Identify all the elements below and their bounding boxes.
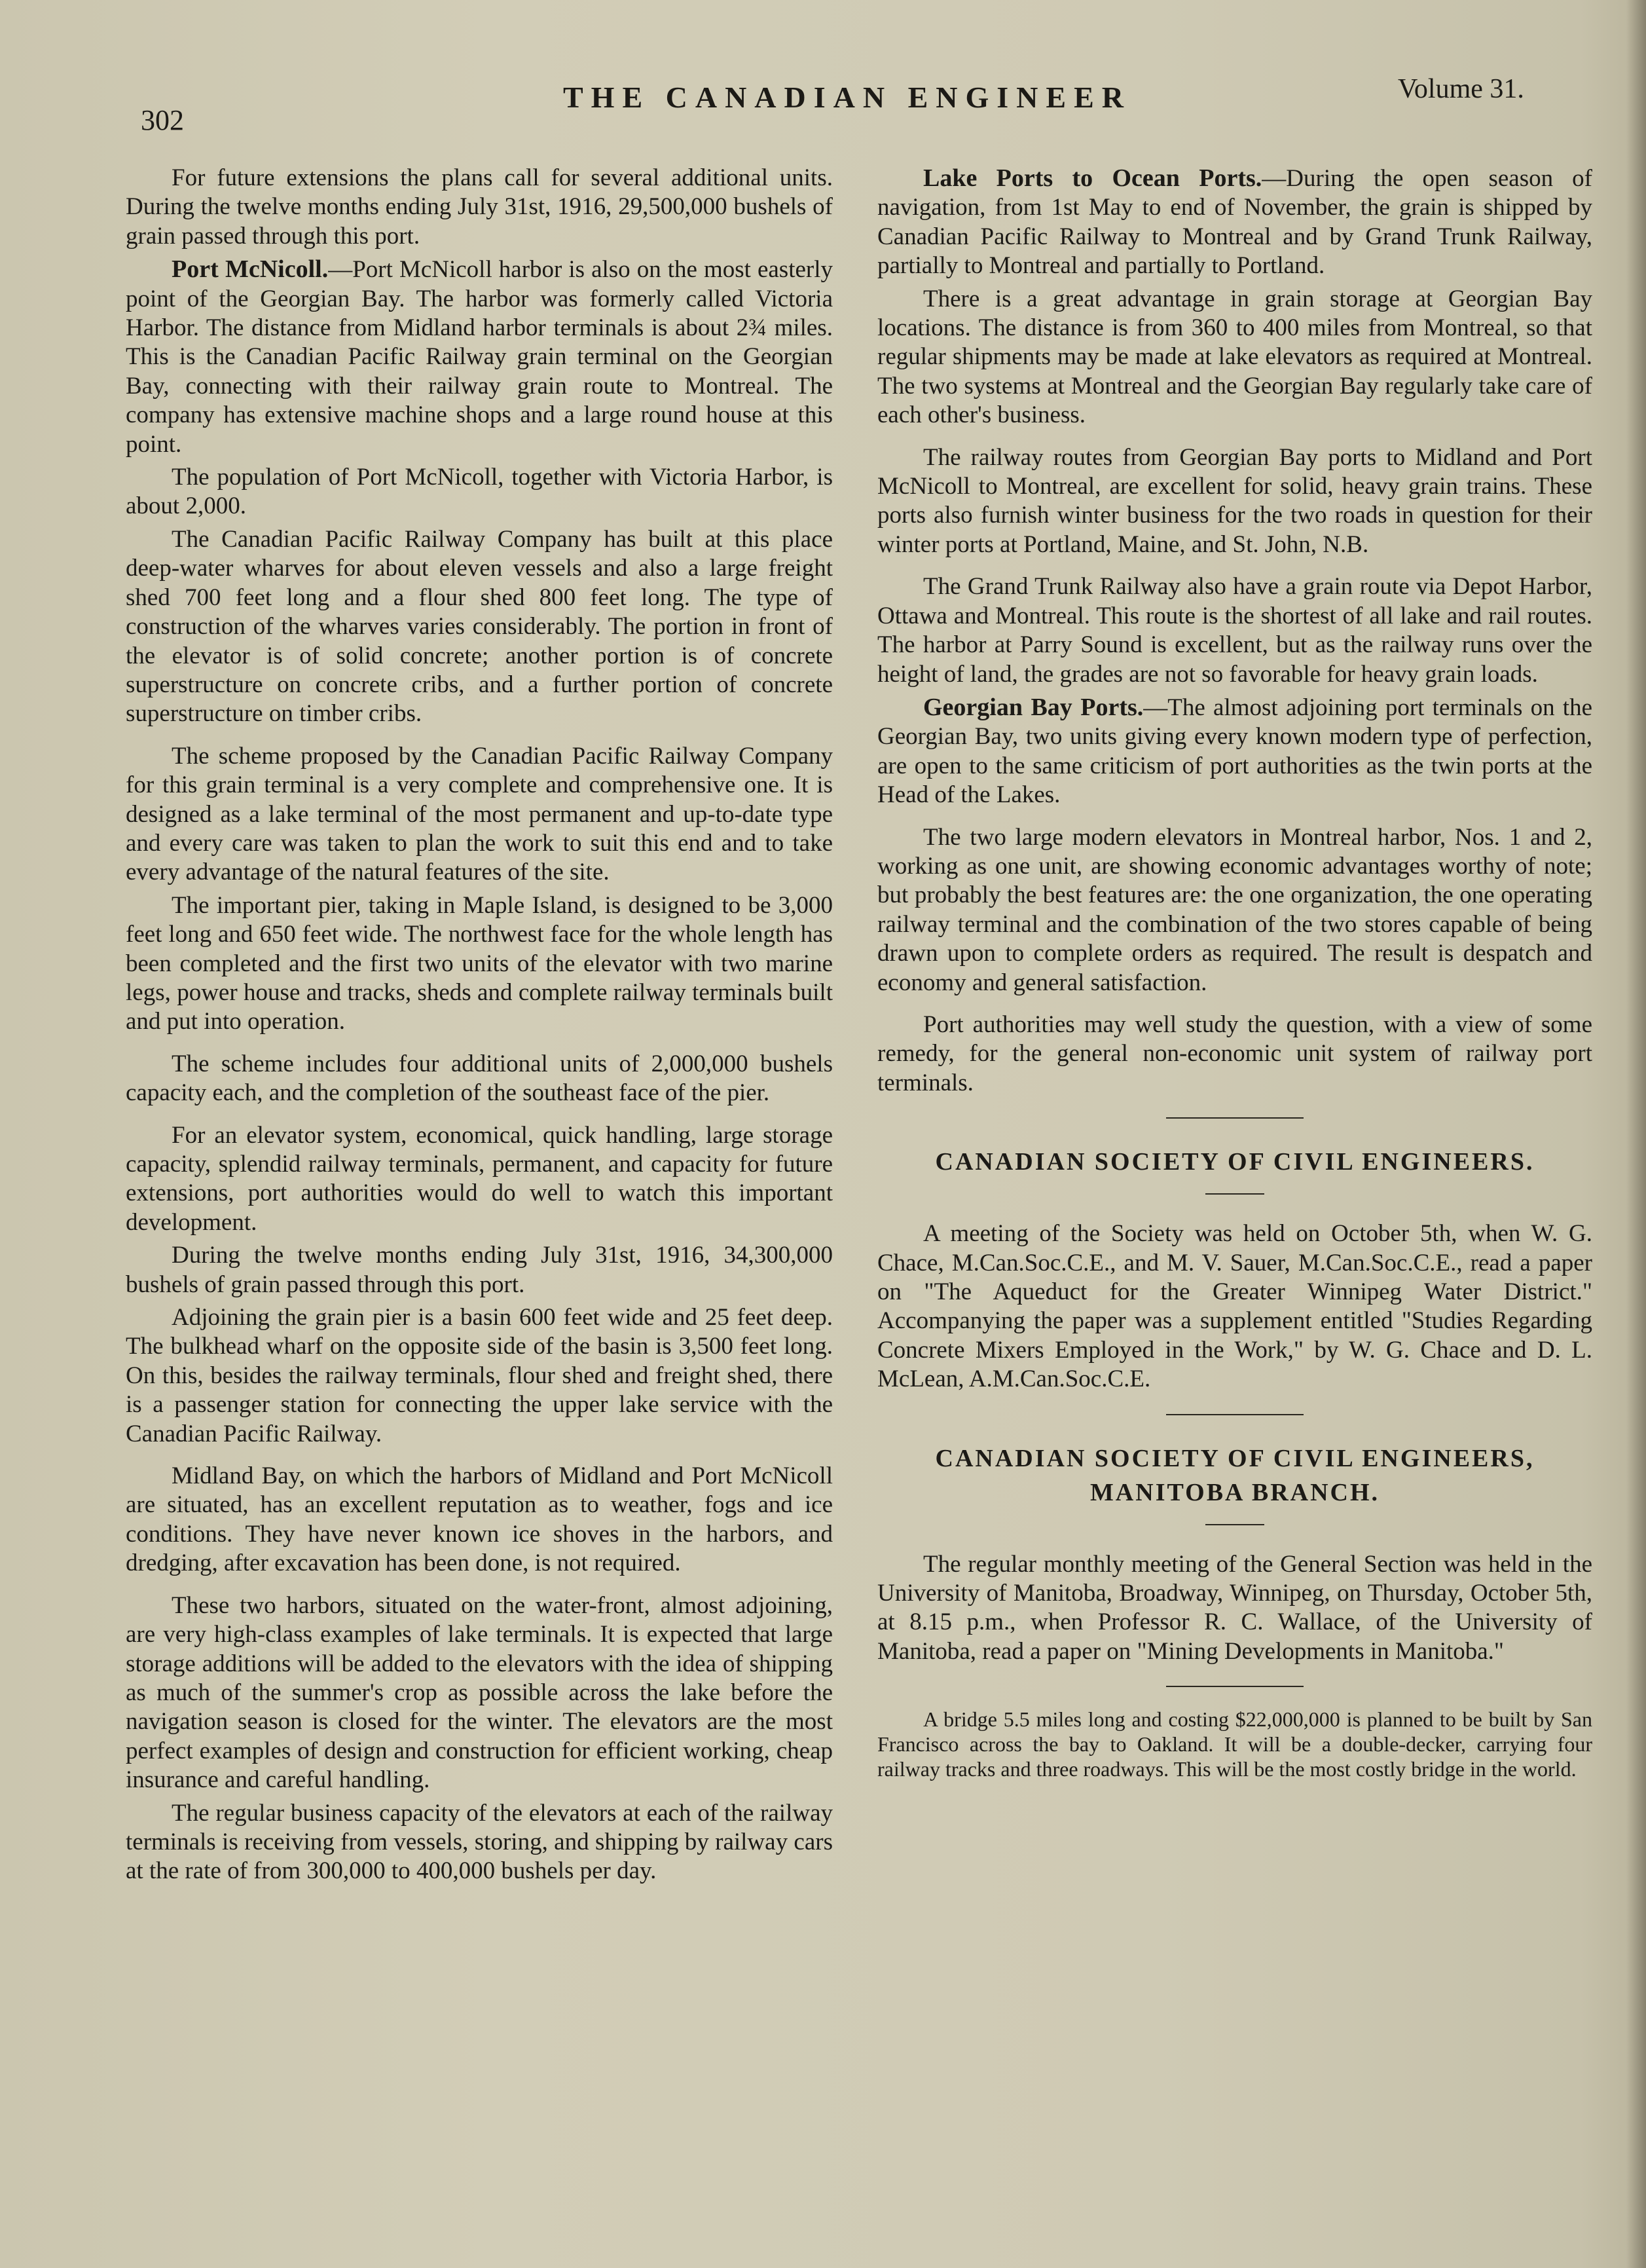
paragraph-text: —During the open season of navigation, from 1st May to end of November, the grain is shipped by Canadian Pacific Railway to Montreal and by Grand Trunk Railway, partially to Montreal and partially to Portland. <box>877 165 1592 280</box>
paragraph: These two harbors, situated on the water-front, almost adjoining, are very high-class examples of lake terminals. It is expected that large storage additions will be added to the elevators with the idea of shipping as much of the summer's crop as possible across the lake before the navigation season is closed for the winter. The elevators are the most perfect examples of design and construction for efficient working, cheap insurance and careful handling. <box>126 1591 833 1794</box>
paragraph: For future extensions the plans call for several additional units. During the twelve months ending July 31st, 1916, 29,500,000 bushels of grain passed through this port. <box>126 164 833 250</box>
paragraph-lead: Port McNicoll. <box>172 255 329 284</box>
paragraph: Port authorities may well study the question, with a view of some remedy, for the general non-economic unit system of railway port terminals. <box>877 1011 1592 1096</box>
paragraph-georgian-bay <box>877 693 1592 810</box>
paragraph-port-mcnicoll <box>126 255 833 459</box>
paragraph-text: —Port McNicoll harbor is also on the most easterly point of the Georgian Bay. The harbor was formerly called Victoria Harbor. The distance from Midland harbor terminals is about 2¾ miles. This is the Canadian Pacific Railway grain terminal on the Georgian Bay, connecting with their railway grain route to Montreal. The company has extensive machine shops and a large round house at this point. <box>126 256 833 458</box>
left-column <box>126 164 833 1890</box>
section-divider <box>1166 1414 1304 1415</box>
heading-underline <box>1205 1524 1264 1525</box>
paragraph: The important pier, taking in Maple Island, is designed to be 3,000 feet long and 650 feet wide. The northwest face for the whole length has been completed and the first two units of the elevator with two marine legs, power house and tracks, sheds and complete railway terminals built and put into operation. <box>126 891 833 1035</box>
section-divider <box>1166 1686 1304 1687</box>
paragraph-lake-ports <box>877 164 1592 281</box>
paragraph: The population of Port McNicoll, together with Victoria Harbor, is about 2,000. <box>126 464 833 520</box>
paragraph: The regular business capacity of the elevators at each of the railway terminals is receiving from vessels, storing, and shipping by railway cars at the rate of from 300,000 to 400,000 bushels per day. <box>126 1799 833 1885</box>
paragraph: Midland Bay, on which the harbors of Midland and Port McNicoll are situated, has an excellent reputation as to weather, fogs and ice conditions. They have never known ice shoves in the harbors, and dredging, after excavation has been done, is not required. <box>126 1462 833 1577</box>
paragraph: The Canadian Pacific Railway Company has built at this place deep-water wharves for about eleven vessels and also a large freight shed 700 feet long and a flour shed 800 feet long. The type of construction of the wharves varies considerably. The portion in front of the elevator is of solid concrete; another portion is of concrete superstructure on concrete cribs, and a further portion of concrete superstructure on timber cribs. <box>126 525 833 728</box>
paragraph: The two large modern elevators in Montreal harbor, Nos. 1 and 2, working as one unit, are showing economic advantages worthy of note; but probably the best features are: the one organization, the one operating railway terminal and the combination of the two stores capable of being drawn upon to complete orders as required. The result is despatch and economy and general satisfaction. <box>877 823 1592 996</box>
section-divider <box>1166 1117 1304 1119</box>
paragraph-text: —The almost adjoining port terminals on the Georgian Bay, two units giving every known modern type of perfection, are open to the same criticism of port authorities as the twin ports at the Head of the Lakes. <box>877 694 1592 809</box>
section-heading: CANADIAN SOCIETY OF CIVIL ENGINEERS. <box>935 1148 1535 1176</box>
paragraph: During the twelve months ending July 31st, 1916, 34,300,000 bushels of grain passed through this port. <box>126 1242 833 1298</box>
news-note: A bridge 5.5 miles long and costing $22,000,000 is planned to be built by San Francisco across the bay to Oakland. It will be a double-decker, carrying four railway tracks and three roadways. This will be the most costly bridge in the world. <box>877 1707 1592 1781</box>
volume-label: Volume 31. <box>1398 74 1524 104</box>
paragraph: For an elevator system, economical, quick handling, large storage capacity, splendid railway terminals, permanent, and capacity for future extensions, port authorities would do well to watch this important development. <box>126 1121 833 1236</box>
section-heading: CANADIAN SOCIETY OF CIVIL ENGINEERS, MANITOBA BRANCH. <box>935 1444 1535 1506</box>
paragraph: The scheme proposed by the Canadian Pacific Railway Company for this grain terminal is a very complete and comprehensive one. It is designed as a lake terminal of the most permanent and up-to-date type and every care was taken to plan the work to suit this end and to take every advantage of the natural features of the site. <box>126 742 833 886</box>
page-number: 302 <box>141 104 184 136</box>
section-text: A meeting of the Society was held on October 5th, when W. G. Chace, M.Can.Soc.C.E., and M. V. Sauer, M.Can.Soc.C.E., read a paper on "The Aqueduct for the Greater Winnipeg Water District." Accompanying the paper was a supplement entitled "Studies Regarding Concrete Mixers Employed in the Work," by W. G. Chace and D. L. McLean, A.M.Can.Soc.C.E. <box>877 1220 1592 1393</box>
paragraph: The Grand Trunk Railway also have a grain route via Depot Harbor, Ottawa and Montreal. This route is the shortest of all lake and rail routes. The harbor at Parry Sound is excellent, but as the railway runs over the height of land, the grades are not so favorable for heavy grain loads. <box>877 573 1592 688</box>
paragraph-lead: Georgian Bay Ports. <box>923 693 1144 721</box>
right-column <box>877 164 1592 1781</box>
section-text: The regular monthly meeting of the General Section was held in the University of Manitoba, Broadway, Winnipeg, on Thursday, October 5th, at 8.15 p.m., when Professor R. C. Wallace, of the University of Manitoba, read a paper on "Mining Developments in Manitoba." <box>877 1550 1592 1665</box>
paragraph: There is a great advantage in grain storage at Georgian Bay locations. The distance is from 360 to 400 miles from Montreal, so that regular shipments may be made at lake elevators as required at Montreal. The two systems at Montreal and the Georgian Bay regularly take care of each other's business. <box>877 285 1592 429</box>
paragraph-lead: Lake Ports to Ocean Ports. <box>923 164 1262 192</box>
paragraph: The railway routes from Georgian Bay ports to Midland and Port McNicoll to Montreal, are excellent for solid, heavy grain trains. These ports also furnish winter business for the two roads in question for their winter ports at Portland, Maine, and St. John, N.B. <box>877 443 1592 558</box>
page-header <box>0 0 1646 136</box>
heading-underline <box>1205 1193 1264 1195</box>
journal-title: THE CANADIAN ENGINEER <box>563 81 1131 114</box>
paragraph: The scheme includes four additional units of 2,000,000 bushels capacity each, and the completion of the southeast face of the pier. <box>126 1050 833 1107</box>
paragraph: Adjoining the grain pier is a basin 600 feet wide and 25 feet deep. The bulkhead wharf on the opposite side of the basin is 3,500 feet long. On this, besides the railway terminals, flour shed and freight shed, there is a passenger station for connecting the upper lake service with the Canadian Pacific Railway. <box>126 1304 833 1447</box>
